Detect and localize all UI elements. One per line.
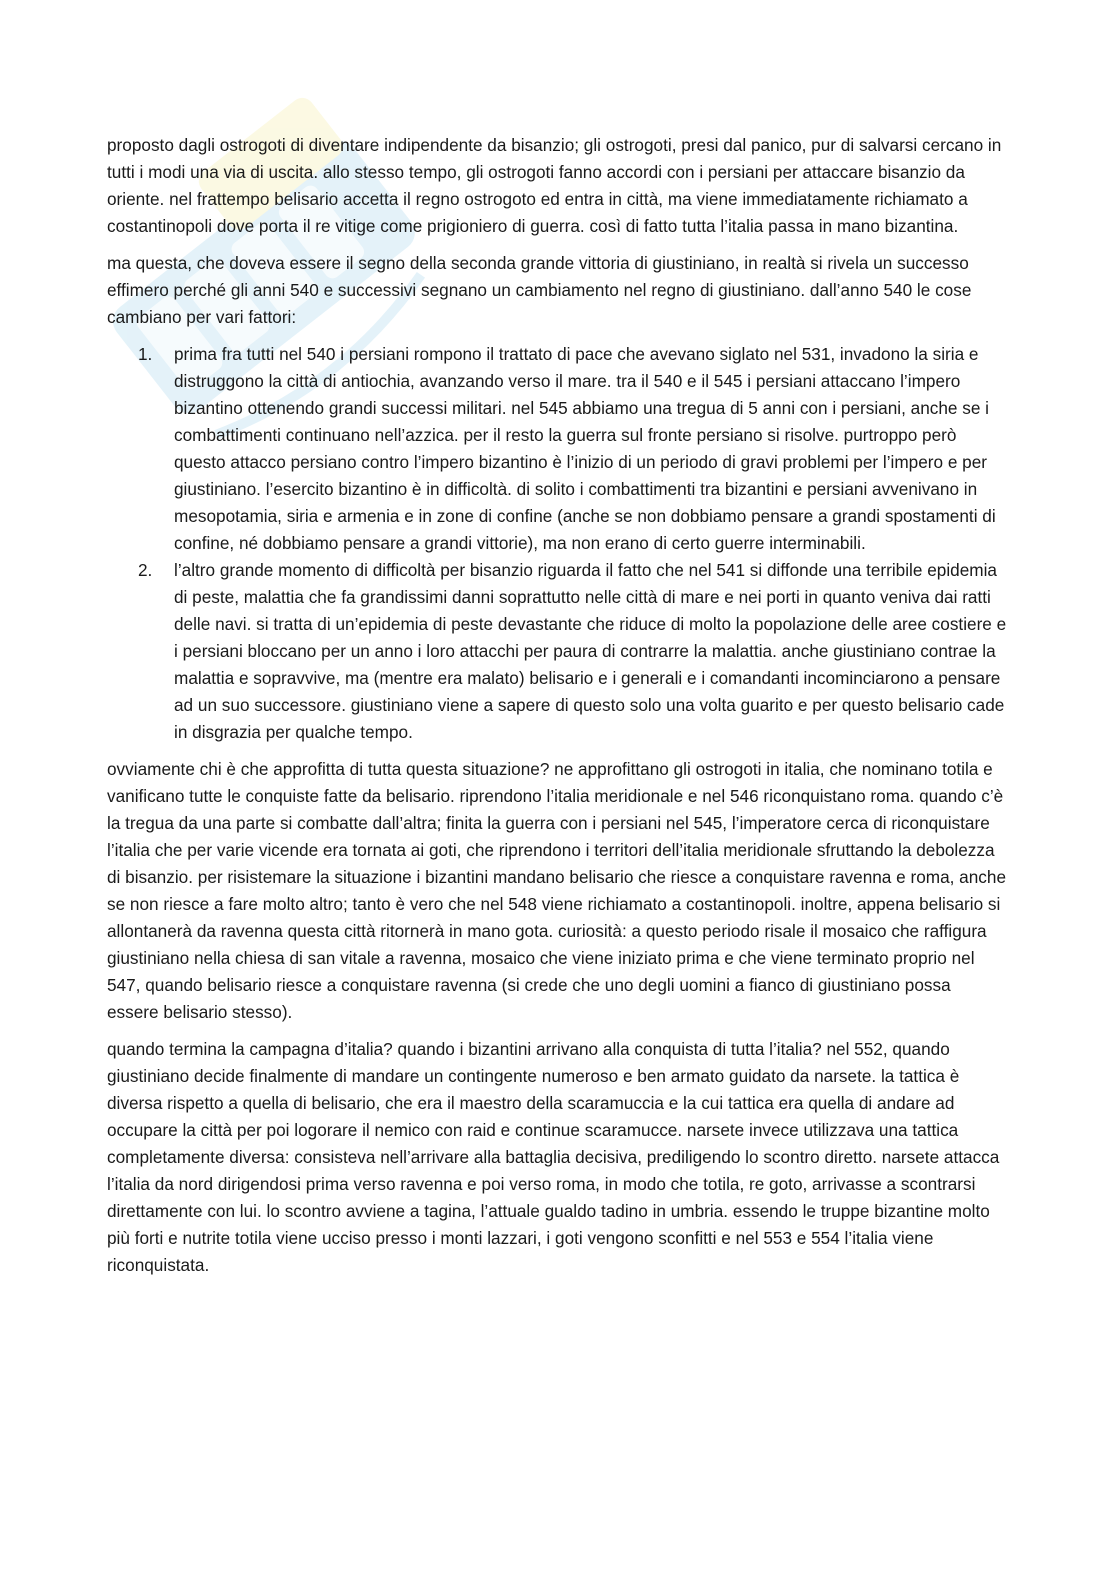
list-item-text: prima fra tutti nel 540 i persiani rompono il trattato di pace che avevano siglato nel 531, invadono la siria e distruggono la città di antiochia, avanzando verso il mare. tra il 540 e il 545 i persiani attaccano l’impero bizantino ottenendo grandi successi militari. nel 545 abbiamo una tregua di 5 anni con i persiani, anche se i combattimenti continuano nell’azzica. per il resto la guerra sul fronte persiano si risolve. purtroppo però questo attacco persiano contro l’impero bizantino è l’inizio di un periodo di gravi problemi per l’impero e per giustiniano. l’esercito bizantino è in difficoltà. di solito i combattimenti tra bizantini e persiani avvenivano in mesopotamia, siria e armenia e in zone di confine (anche se non dobbiamo pensare a grandi spostamenti di confine, né dobbiamo pensare a grandi vittorie), ma non erano di certo guerre interminabili. [174,344,996,553]
list-item [107,557,1007,746]
list-item [107,341,1007,557]
list-item-number: 2. [138,560,153,580]
paragraph-intro: proposto dagli ostrogoti di diventare indipendente da bisanzio; gli ostrogoti, presi dal panico, pur di salvarsi cercano in tutti i modi una via di uscita. allo stesso tempo, gli ostrogoti fanno accordi con i persiani per attaccare bisanzio da oriente. nel frattempo belisario accetta il regno ostrogoto ed entra in città, ma viene immediatamente richiamato a costantinopoli dove porta il re vitige come prigioniero di guerra. così di fatto tutta l’italia passa in mano bizantina. [107,135,1002,236]
list-item-number: 1. [138,344,153,364]
document-page [107,132,1007,1289]
factors-list [107,341,1007,746]
paragraph-narsete: quando termina la campagna d’italia? quando i bizantini arrivano alla conquista di tutta l’italia? nel 552, quando giustiniano decide finalmente di mandare un contingente numeroso e ben armato guidato da narsete. la tattica è diversa rispetto a quella di belisario, che era il maestro della scaramuccia e la cui tattica era quella di andare ad occupare la città per poi logorare il nemico con raid e continue scaramucce. narsete invece utilizzava una tattica completamente diversa: consisteva nell’arrivare alla battaglia decisiva, prediligendo lo scontro diretto. narsete attacca l’italia da nord dirigendosi prima verso ravenna e poi verso roma, in modo che totila, re goto, arrivasse a scontrarsi direttamente con lui. lo scontro avviene a tagina, l’attuale gualdo tadino in umbria. essendo le truppe bizantine molto più forti e nutrite totila viene ucciso presso i monti lazzari, i goti vengono sconfitti e nel 553 e 554 l’italia viene riconquistata. [107,1039,1000,1275]
paragraph-totila: ovviamente chi è che approfitta di tutta questa situazione? ne approfittano gli ostrogoti in italia, che nominano totila e vanificano tutte le conquiste fatte da belisario. riprendono l’italia meridionale e nel 546 riconquistano roma. quando c’è la tregua da una parte si combatte dall’altra; finita la guerra con i persiani nel 545, l’imperatore cerca di riconquistare l’italia che per varie vicende era tornata ai goti, che riprendono i territori dell’italia meridionale sfruttando la debolezza di bisanzio. per risistemare la situazione i bizantini mandano belisario che riesce a conquistare ravenna e roma, anche se non riesce a fare molto altro; tanto è vero che nel 548 viene richiamato a costantinopoli. inoltre, appena belisario si allontanerà da ravenna questa città ritornerà in mano gota. curiosità: a questo periodo risale il mosaico che raffigura giustiniano nella chiesa di san vitale a ravenna, mosaico che viene iniziato prima e che viene terminato proprio nel 547, quando belisario riesce a conquistare ravenna (si crede che uno degli uomini a fianco di giustiniano possa essere belisario stesso). [107,759,1007,1022]
list-item-text: l’altro grande momento di difficoltà per bisanzio riguarda il fatto che nel 541 si diffonde una terribile epidemia di peste, malattia che fa grandissimi danni soprattutto nelle città di mare e nei porti in quanto veniva dai ratti delle navi. si tratta di un’epidemia di peste devastante che riduce di molto la popolazione delle aree costiere e i persiani bloccano per un anno i loro attacchi per paura di contrarre la malattia. anche giustiniano contrae la malattia e sopravvive, ma (mentre era malato) belisario e i generali e i comandanti incominciarono a pensare ad un suo successore. giustiniano viene a sapere di questo solo una volta guarito e per questo belisario cade in disgrazia per qualche tempo. [174,560,1007,742]
paragraph-turning-point: ma questa, che doveva essere il segno della seconda grande vittoria di giustiniano, in realtà si rivela un successo effimero perché gli anni 540 e successivi segnano un cambiamento nel regno di giustiniano. dall’anno 540 le cose cambiano per vari fattori: [107,253,972,327]
